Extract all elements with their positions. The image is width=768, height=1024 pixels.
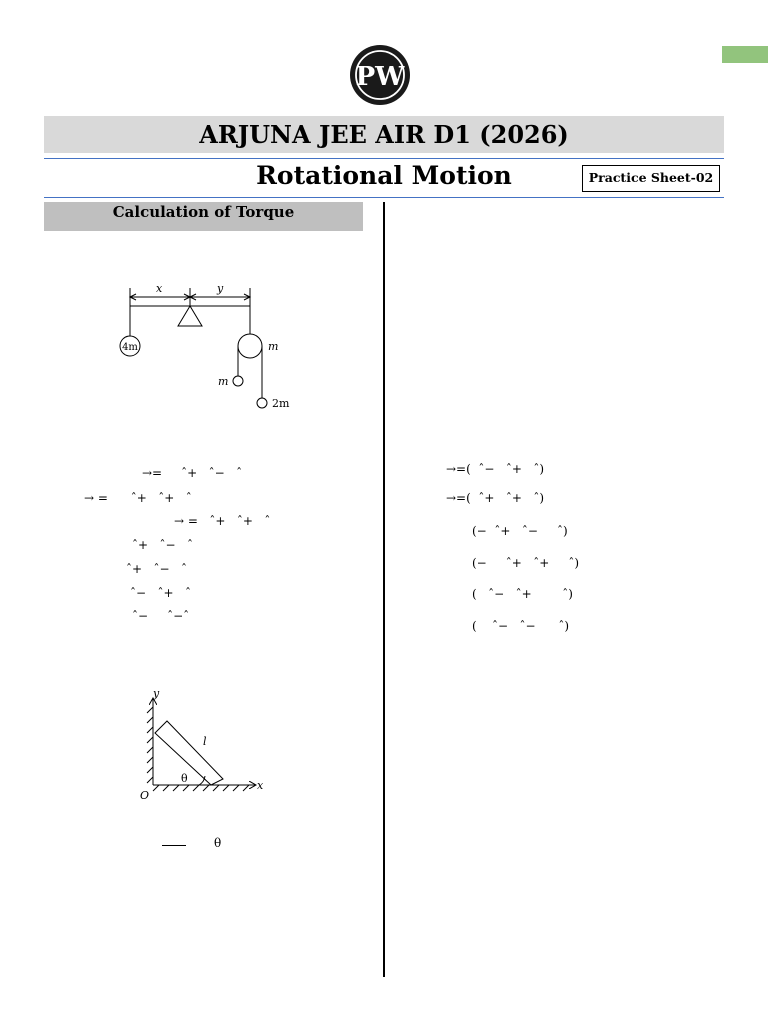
pw-logo: [349, 44, 411, 106]
left-fragment-2: → = ˆ+ ˆ+ ˆ: [84, 491, 192, 505]
label-y: y: [217, 282, 224, 295]
label-x: x: [156, 282, 163, 295]
right-fragment-4: (− ˆ+ ˆ+ ˆ): [472, 556, 580, 570]
left-fragment-5: ˆ+ ˆ− ˆ: [126, 562, 187, 576]
figure-balance: [110, 280, 300, 415]
label-4m: 4m: [122, 342, 138, 353]
bottom-rule: [44, 197, 724, 198]
left-fragment-3: → = ˆ+ ˆ+ ˆ: [174, 514, 271, 528]
chapter-title: Rotational Motion: [256, 161, 512, 190]
column-divider: [383, 202, 385, 977]
left-fragment-1: →= ˆ+ ˆ− ˆ: [142, 466, 243, 480]
left-fragment-4: ˆ+ ˆ− ˆ: [132, 538, 193, 552]
label-2m: 2m: [272, 397, 290, 410]
label-axis-y: y: [153, 687, 160, 700]
figure-ladder: [135, 685, 270, 803]
left-fragment-7: ˆ− ˆ−ˆ: [132, 609, 190, 623]
right-fragment-3: (− ˆ+ ˆ− ˆ): [472, 524, 568, 538]
label-small-m: m: [218, 375, 229, 388]
left-fragment-6: ˆ− ˆ+ ˆ: [130, 586, 191, 600]
page-title: ARJUNA JEE AIR D1 (2026): [199, 120, 569, 149]
logo-text: PW: [355, 62, 405, 92]
right-fragment-5: ( ˆ− ˆ+ ˆ): [472, 587, 573, 601]
label-origin: O: [140, 789, 150, 802]
label-pulley-m: m: [268, 340, 279, 353]
right-fragment-2: →=( ˆ+ ˆ+ ˆ): [446, 491, 545, 505]
label-axis-x: x: [257, 779, 264, 792]
fraction-bar: [162, 845, 186, 846]
right-fragment-6: ( ˆ− ˆ− ˆ): [472, 619, 570, 633]
right-fragment-1: →=( ˆ− ˆ+ ˆ): [446, 462, 545, 476]
label-theta: θ: [181, 772, 188, 785]
sheet-badge: Practice Sheet-02: [582, 165, 720, 192]
theta-fragment: θ: [214, 836, 222, 850]
section-heading: Calculation of Torque: [44, 202, 363, 231]
corner-tab: [722, 46, 768, 63]
label-length: l: [203, 735, 207, 748]
